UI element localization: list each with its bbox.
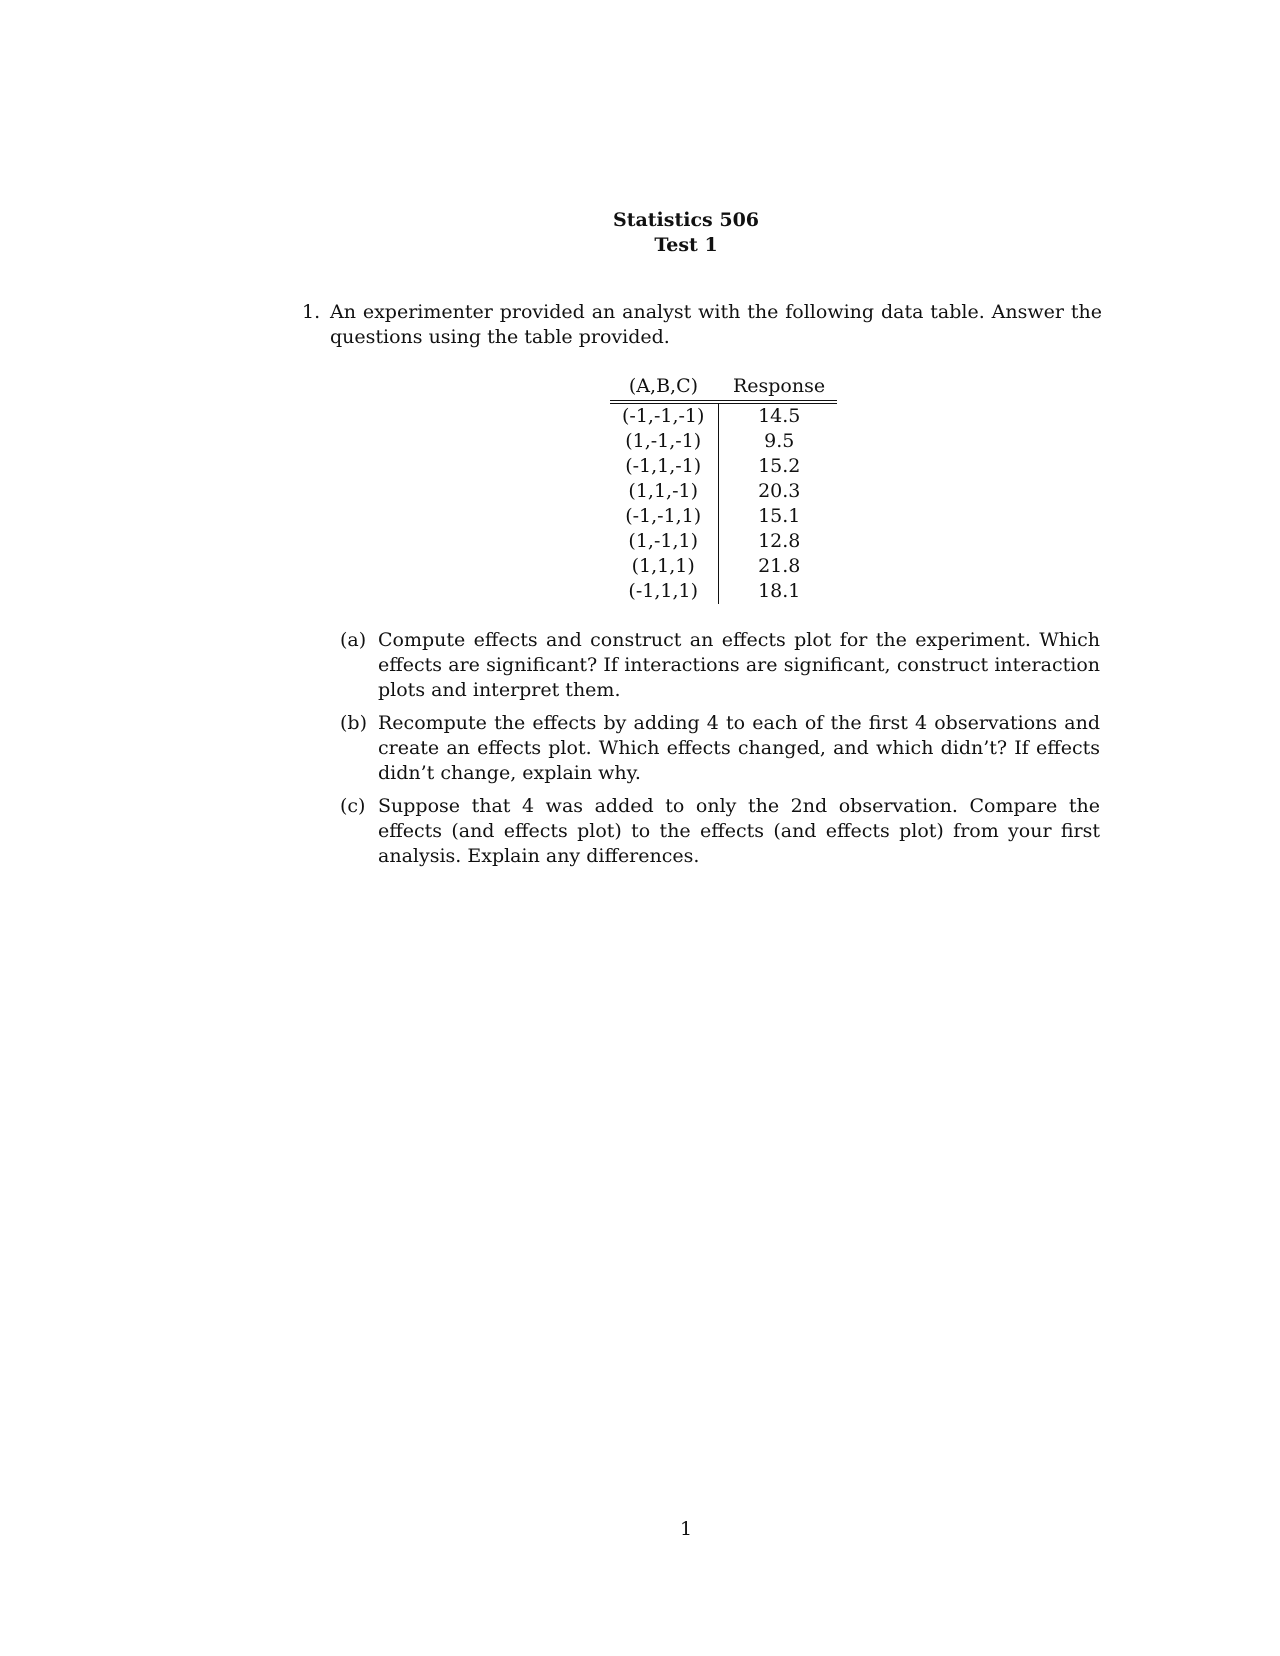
part-a-label: (a) (340, 629, 367, 651)
factor-cell: (1,-1,-1) (610, 429, 719, 454)
table-row (610, 504, 837, 529)
test-title: Test 1 (654, 234, 718, 256)
factor-cell: (1,1,1) (610, 554, 719, 579)
page-number: 1 (679, 1518, 693, 1540)
response-cell: 15.2 (758, 455, 801, 477)
table-header-row (610, 374, 837, 402)
header-factors: (A,B,C) (628, 375, 699, 397)
part-b-text: Recompute the effects by adding 4 to each of the first 4 observations and create an effects plot. Which effects changed, and which didn’t? If effects didn’t change, explain why. (378, 712, 1100, 784)
question-number: 1. (302, 301, 321, 323)
table-row (610, 579, 837, 604)
question-text: An experimenter provided an analyst with the following data table. Answer the questions using the table provided. (330, 301, 1102, 348)
part-c-label: (c) (340, 795, 366, 817)
table-row (610, 454, 837, 479)
question-1 (302, 300, 1102, 350)
question-parts (340, 628, 1100, 877)
response-cell: 12.8 (758, 530, 801, 552)
part-c (340, 794, 1100, 869)
part-b-label: (b) (340, 712, 367, 734)
response-cell: 15.1 (758, 505, 801, 527)
factor-cell: (-1,-1,-1) (610, 402, 719, 429)
response-cell: 9.5 (764, 430, 795, 452)
table-row (610, 402, 837, 429)
data-table (610, 374, 837, 604)
table-row (610, 429, 837, 454)
response-cell: 21.8 (758, 555, 801, 577)
part-a (340, 628, 1100, 703)
factor-cell: (-1,1,-1) (610, 454, 719, 479)
part-b (340, 711, 1100, 786)
header-response: Response (732, 375, 826, 397)
table-row (610, 529, 837, 554)
part-c-text: Suppose that 4 was added to only the 2nd observation. Compare the effects (and effects plot) to the effects (and effects plot) from your first analysis. Explain any differences. (378, 795, 1100, 867)
factor-cell: (1,1,-1) (610, 479, 719, 504)
table-row (610, 554, 837, 579)
title-block (46, 208, 1280, 258)
factor-cell: (-1,1,1) (610, 579, 719, 604)
course-title: Statistics 506 (612, 209, 760, 231)
part-a-text: Compute effects and construct an effects plot for the experiment. Which effects are significant? If interactions are significant, construct interaction plots and interpret them. (378, 629, 1100, 701)
factor-cell: (1,-1,1) (610, 529, 719, 554)
response-cell: 14.5 (758, 405, 801, 427)
table-row (610, 479, 837, 504)
response-cell: 18.1 (758, 580, 801, 602)
factor-cell: (-1,-1,1) (610, 504, 719, 529)
response-cell: 20.3 (758, 480, 801, 502)
